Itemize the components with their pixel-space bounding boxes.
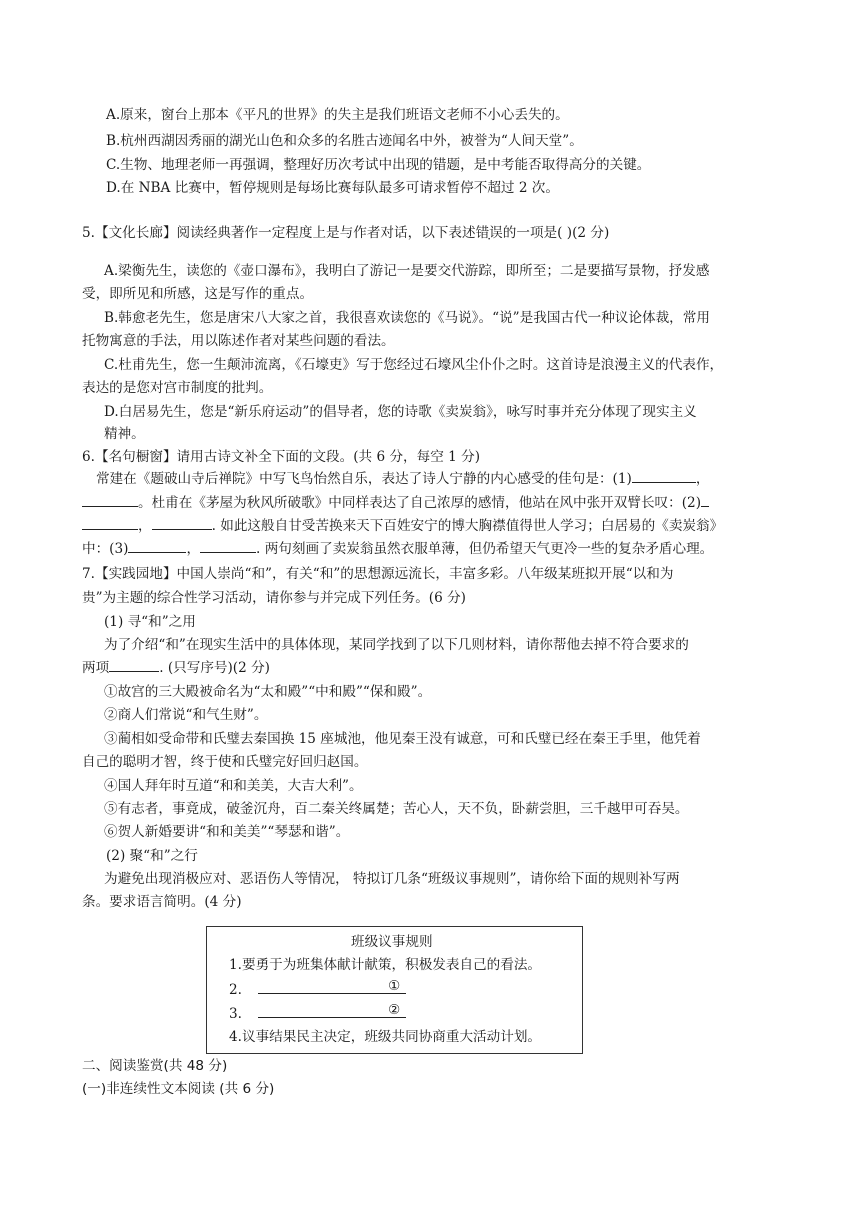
- q5-stem-text-a: 5.【文化长廊】阅读经典著作一定程度上是与作者对话，以下表述: [82, 225, 476, 241]
- q7-paragraph: 为避免出现消极应对、恶语伤人等情况， 特拟订几条“班级议事规则”，请你给下面的规则补写两: [104, 871, 680, 887]
- rules-box: [206, 926, 583, 1054]
- answer-blank[interactable]: [82, 515, 138, 530]
- q7-item: ⑤有志者，事竟成，破釜沉舟，百二秦关终属楚；苦心人，天不负，卧薪尝胆，三千越甲可吞吴。: [104, 801, 689, 817]
- q7-item: ②商人们常说“和气生财”。: [104, 707, 268, 723]
- q7-paragraph: 条。要求语言简明。(4 分): [82, 894, 242, 910]
- q7-item: ①故宫的三大殿被命名为“太和殿”“中和殿”“保和殿”。: [104, 684, 432, 700]
- q5-line: 托物寓意的手法，用以陈述作者对某些问题的看法。: [82, 333, 395, 349]
- q7-item: ④国人拜年时互道“和和美美，大吉大利”。: [104, 778, 363, 794]
- q7-paragraph: [82, 657, 270, 679]
- blank-marker: ②: [388, 1002, 401, 1018]
- q6-text: ，: [186, 541, 201, 557]
- rules-item-blank-2: [229, 1003, 406, 1024]
- answer-blank[interactable]: [109, 657, 159, 672]
- answer-blank[interactable]: [82, 492, 138, 507]
- rules-item: 4.议事结果民主决定，班级共同协商重大活动计划。: [229, 1029, 542, 1045]
- answer-blank[interactable]: [632, 468, 696, 483]
- q5-line: D.白居易先生，您是“新乐府运动”的倡导者，您的诗歌《卖炭翁》，咏写时事并充分体现了现实主义: [104, 404, 697, 420]
- q6-text: 中：(3): [82, 541, 129, 557]
- q6-line-1: [96, 468, 709, 490]
- q7-line: 贵”为主题的综合性学习活动，请你参与并完成下列任务。(6 分): [82, 590, 466, 606]
- q5-stem-text-b: 的一项是( )(2 分): [502, 225, 610, 241]
- answer-blank[interactable]: [152, 515, 212, 530]
- q6-text: 。杜甫在《茅屋为秋风所破歌》中同样表达了自己浓厚的感情，他站在风中张开双臂长叹：(2): [138, 495, 702, 511]
- q4-option-d: D.在 NBA 比赛中，暂停规则是每场比赛每队最多可请求暂停不超过 2 次。: [106, 180, 559, 196]
- answer-blank[interactable]: [258, 979, 406, 994]
- q5-stem: [82, 222, 609, 244]
- q7-line: 7.【实践园地】中国人崇尚“和”，有关“和”的思想源远流长，丰富多彩。八年级某班拟开展“以和为: [82, 566, 674, 582]
- q7-subtitle-1: (1) 寻“和”之用: [104, 614, 196, 630]
- q5-line: 精神。: [104, 426, 145, 442]
- q6-line-4: [82, 538, 713, 560]
- q5-line: 表达的是您对宫市制度的批判。: [82, 380, 273, 396]
- q5-line: C.杜甫先生，您一生颠沛流离，《石壕吏》写于您经过石壕风尘仆仆之时。这首诗是浪漫主义的代表作，: [104, 357, 724, 373]
- answer-blank[interactable]: [200, 538, 256, 553]
- rules-item-blank-1: [229, 979, 406, 1000]
- q5-line: A.梁衡先生，读您的《壶口瀑布》，我明白了游记一是要交代游踪，即所至；二是要描写景物，抒发感: [104, 263, 710, 279]
- q6-text: . 如此这般自甘受苦换来天下百姓安宁的博大胸襟值得世人学习；白居易的《卖炭翁》: [211, 518, 724, 534]
- answer-blank[interactable]: [701, 492, 709, 507]
- q4-option-a: A.原来，窗台上那本《平凡的世界》的失主是我们班语文老师不小心丢失的。: [106, 107, 569, 123]
- q4-option-c: C.生物、地理老师一再强调，整理好历次考试中出现的错题，是中考能否取得高分的关键。: [106, 157, 651, 173]
- rules-box-title: 班级议事规则: [351, 934, 433, 950]
- q7-text: 两项: [82, 660, 110, 676]
- rules-item: 1.要勇于为班集体献计献策，积极发表自己的看法。: [229, 957, 542, 973]
- blank-marker: ①: [388, 978, 401, 994]
- q6-text: ，: [138, 518, 152, 534]
- q7-subtitle-2: (2) 聚“和”之行: [106, 848, 198, 864]
- q6-text: . 两句刻画了卖炭翁虽然衣服单薄，但仍希望天气更冷一些的复杂矛盾心理。: [256, 541, 714, 557]
- q7-item: ③蔺相如受命带和氏璧去秦国换 15 座城池，他见秦王没有诚意，可和氏璧已经在秦王手里，他凭着: [104, 731, 701, 747]
- q6-line-3: [82, 515, 723, 537]
- rules-item-number: 2.: [229, 982, 242, 998]
- q6-text: 常建在《题破山寺后禅院》中写飞鸟怡然自乐，表达了诗人宁静的内心感受的佳句是：(1): [96, 471, 632, 487]
- answer-blank[interactable]: [258, 1003, 406, 1018]
- rules-item-number: 3.: [229, 1006, 242, 1022]
- q5-line: B.韩愈老先生，您是唐宋八大家之首，我很喜欢读您的《马说》。“说”是我国古代一种议论体裁，常用: [104, 310, 710, 326]
- q7-paragraph: 为了介绍“和”在现实生活中的具体体现，某同学找到了以下几则材料，请你帮他去掉不符合要求的: [104, 637, 689, 653]
- q5-stem-emphasis: 错误: [475, 225, 503, 241]
- q6-text: ，: [695, 471, 710, 487]
- q4-option-b: B.杭州西湖因秀丽的湖光山色和众多的名胜古迹闻名中外，被誉为“人间天堂”。: [106, 133, 583, 149]
- answer-blank[interactable]: [128, 538, 186, 553]
- section-2-subtitle: (一)非连续性文本阅读 (共 6 分): [82, 1081, 275, 1097]
- q7-item: 自己的聪明才智，终于使和氏璧完好回归赵国。: [82, 754, 368, 770]
- q6-line-2: [82, 492, 709, 514]
- q7-text: . (只写序号)(2 分): [159, 660, 270, 676]
- q5-line: 受，即所见和所感，这是写作的重点。: [82, 286, 314, 302]
- q6-title: 6.【名句橱窗】请用古诗文补全下面的文段。(共 6 分，每空 1 分): [82, 449, 481, 465]
- q7-item: ⑥贺人新婚要讲“和和美美”“琴瑟和谐”。: [104, 824, 350, 840]
- section-2-title: 二、阅读鉴赏(共 48 分): [82, 1058, 228, 1074]
